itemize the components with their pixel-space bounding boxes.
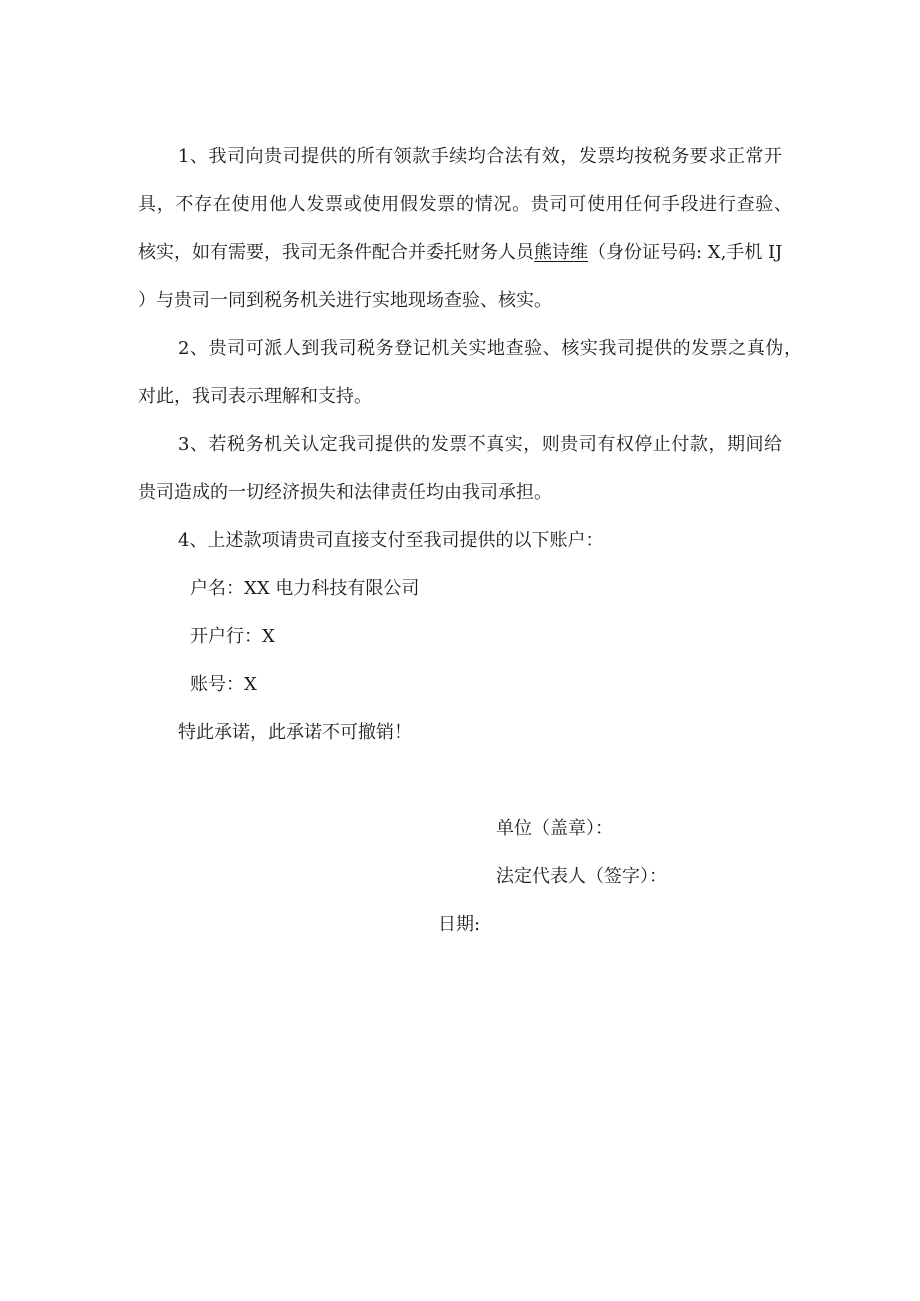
clause-1-line-2: 具，不存在使用他人发票或使用假发票的情况。贵司可使用任何手段进行查验、 — [138, 194, 792, 215]
clause-1-line-3 — [138, 241, 792, 265]
legal-rep-signature-label: 法定代表人（签字）： — [496, 866, 667, 887]
clause-1-line-1: 1、我司向贵司提供的所有领款手续均合法有效，发票均按税务要求正常开 — [178, 146, 782, 167]
clause-1-line-4: ）与贵司一同到税务机关进行实地现场查验、核实。 — [138, 290, 552, 311]
clause-2-line-2: 对此，我司表示理解和支持。 — [138, 386, 372, 407]
clause-1-line-3-prefix: 核实，如有需要，我司无条件配合并委托财务人员 — [138, 242, 534, 263]
clause-3-line-1: 3、若税务机关认定我司提供的发票不真实，则贵司有权停止付款，期间给 — [178, 434, 782, 455]
clause-2-line-1: 2、贵司可派人到我司税务登记机关实地查验、核实我司提供的发票之真伪， — [178, 338, 802, 359]
account-bank: 开户行：X — [190, 626, 275, 647]
clause-1-line-3-suffix: （身份证号码: X,手机 IJ — [588, 242, 783, 263]
finance-staff-name: 熊诗维 — [534, 242, 588, 263]
clause-3-line-2: 贵司造成的一切经济损失和法律责任均由我司承担。 — [138, 482, 552, 503]
account-name: 户名：XX 电力科技有限公司 — [190, 578, 420, 599]
unit-seal-label: 单位（盖章）： — [496, 818, 613, 839]
clause-4-line-1: 4、上述款项请贵司直接支付至我司提供的以下账户： — [178, 530, 604, 551]
account-number: 账号：X — [190, 674, 257, 695]
closing-statement: 特此承诺，此承诺不可撤销！ — [178, 722, 412, 743]
date-label: 日期: — [438, 914, 481, 935]
